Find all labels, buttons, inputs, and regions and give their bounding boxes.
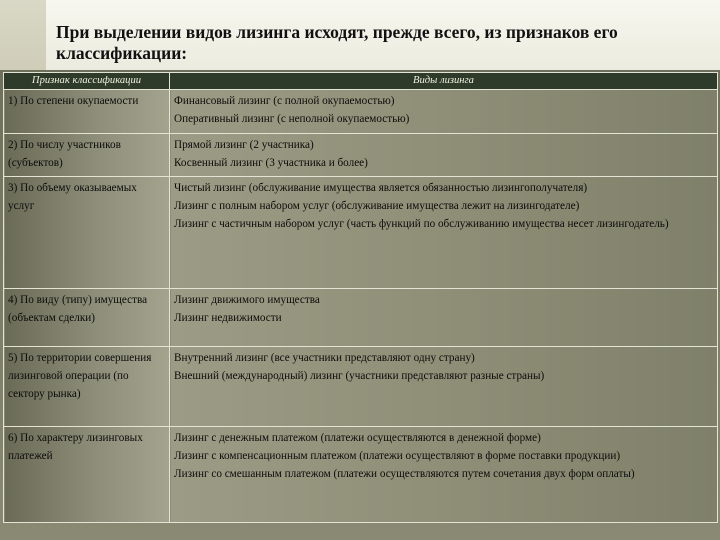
criterion-cell: 5) По территории совершения лизинговой операции (по сектору рынка) — [4, 347, 170, 427]
criterion-cell: 2) По числу участников (субъектов) — [4, 134, 170, 177]
table-row — [4, 347, 718, 427]
types-cell — [170, 134, 718, 177]
types-cell — [170, 90, 718, 134]
type-item: Лизинг движимого имущества — [174, 294, 320, 306]
type-item: Лизинг с денежным платежом (платежи осуществляются в денежной форме) — [174, 432, 541, 444]
type-item: Лизинг недвижимости — [174, 312, 282, 324]
header-types: Виды лизинга — [170, 73, 718, 90]
table-header-row — [4, 73, 718, 90]
leasing-classification-table — [3, 72, 718, 523]
type-item: Внешний (международный) лизинг (участники представляют разные страны) — [174, 370, 545, 382]
types-cell — [170, 347, 718, 427]
table-row — [4, 427, 718, 523]
types-cell — [170, 427, 718, 523]
table-row — [4, 90, 718, 134]
type-item: Оперативный лизинг (с неполной окупаемостью) — [174, 113, 410, 125]
type-item: Лизинг с компенсационным платежом (платежи осуществляют в форме поставки продукции) — [174, 450, 621, 462]
type-item: Лизинг с полным набором услуг (обслуживание имущества лежит на лизингодателе) — [174, 200, 580, 212]
slide-title: При выделении видов лизинга исходят, прежде всего, из признаков его классификации: — [56, 22, 618, 63]
type-item: Прямой лизинг (2 участника) — [174, 139, 314, 151]
types-cell — [170, 289, 718, 347]
type-item: Чистый лизинг (обслуживание имущества является обязанностью лизингополучателя) — [174, 182, 588, 194]
table-row — [4, 134, 718, 177]
table-row — [4, 289, 718, 347]
table-row — [4, 177, 718, 289]
criterion-cell: 4) По виду (типу) имущества (объектам сделки) — [4, 289, 170, 347]
type-item: Внутренний лизинг (все участники представляют одну страну) — [174, 352, 475, 364]
header-criterion: Признак классификации — [4, 73, 170, 90]
criterion-cell: 1) По степени окупаемости — [4, 90, 170, 134]
types-cell — [170, 177, 718, 289]
type-item: Лизинг со смешанным платежом (платежи осуществляются путем сочетания двух форм оплаты) — [174, 468, 635, 480]
criterion-cell: 3) По объему оказываемых услуг — [4, 177, 170, 289]
type-item: Финансовый лизинг (с полной окупаемостью) — [174, 95, 395, 107]
type-item: Косвенный лизинг (3 участника и более) — [174, 157, 368, 169]
decorative-strip — [0, 0, 46, 70]
type-item: Лизинг с частичным набором услуг (часть функций по обслуживанию имущества несет лизингодатель) — [174, 218, 669, 230]
criterion-cell: 6) По характеру лизинговых платежей — [4, 427, 170, 523]
